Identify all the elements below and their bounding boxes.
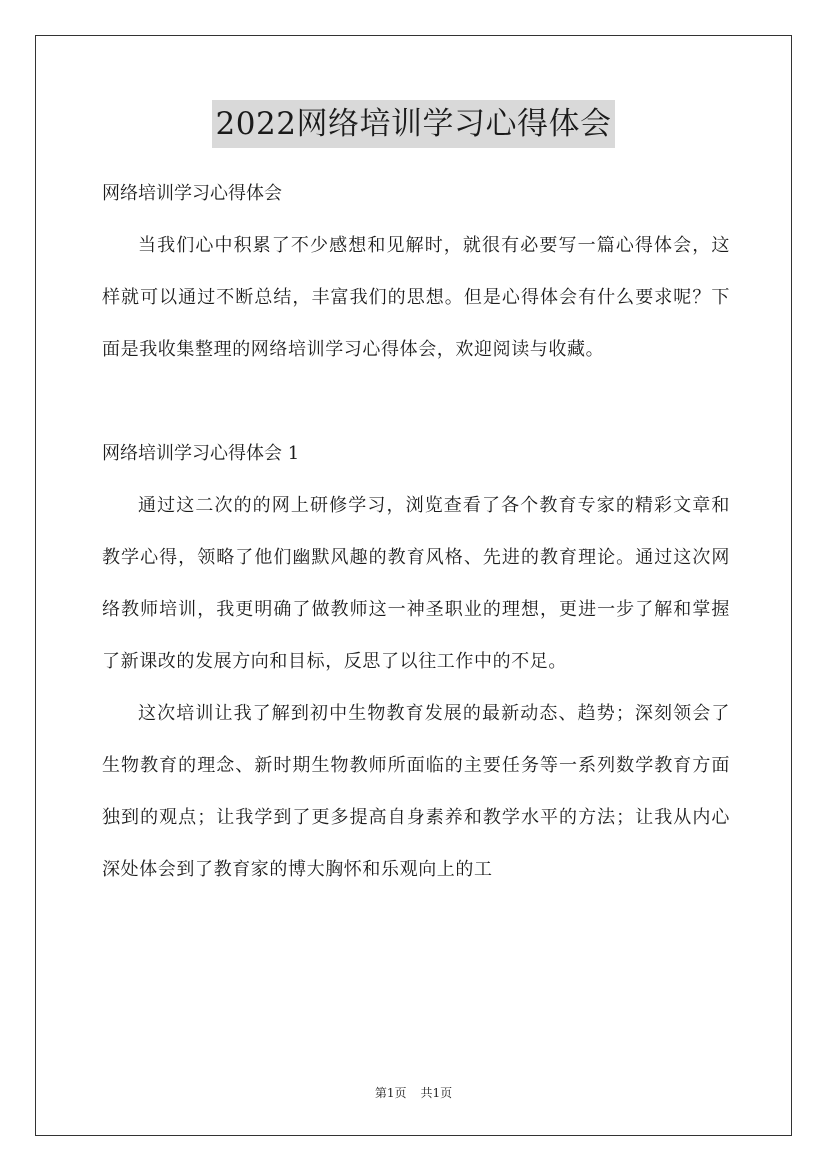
intro-heading: 网络培训学习心得体会 bbox=[102, 183, 282, 204]
intro-paragraph: 当我们心中积累了不少感想和见解时，就很有必要写一篇心得体会，这样就可以通过不断总结，丰富我们的思想。但是心得体会有什么要求呢？下面是我收集整理的网络培训学习心得体会，欢迎阅读与收藏。 bbox=[102, 235, 730, 360]
section1-paragraph-1: 通过这二次的的网上研修学习，浏览查看了各个教育专家的精彩文章和教学心得，领略了他们幽默风趣的教育风格、先进的教育理论。通过这次网络教师培训，我更明确了做教师这一神圣职业的理想，更进一步了解和掌握了新课改的发展方向和目标，反思了以往工作中的不足。 bbox=[102, 495, 730, 672]
section1-paragraph-2: 这次培训让我了解到初中生物教育发展的最新动态、趋势；深刻领会了生物教育的理念、新时期生物教师所面临的主要任务等一系列数学教育方面独到的观点；让我学到了更多提高自身素养和教学水平的方法；让我从内心深处体会到了教育家的博大胸怀和乐观向上的工 bbox=[102, 703, 730, 880]
page-total: 共1页 bbox=[420, 1086, 453, 1100]
document-title: 2022网络培训学习心得体会 bbox=[212, 100, 616, 148]
document-body bbox=[102, 168, 730, 896]
section1-heading: 网络培训学习心得体会 1 bbox=[102, 443, 300, 464]
title-container bbox=[0, 100, 827, 148]
page-footer bbox=[0, 1084, 827, 1101]
section-spacer bbox=[102, 376, 730, 428]
page-number: 第1页 bbox=[374, 1086, 407, 1100]
